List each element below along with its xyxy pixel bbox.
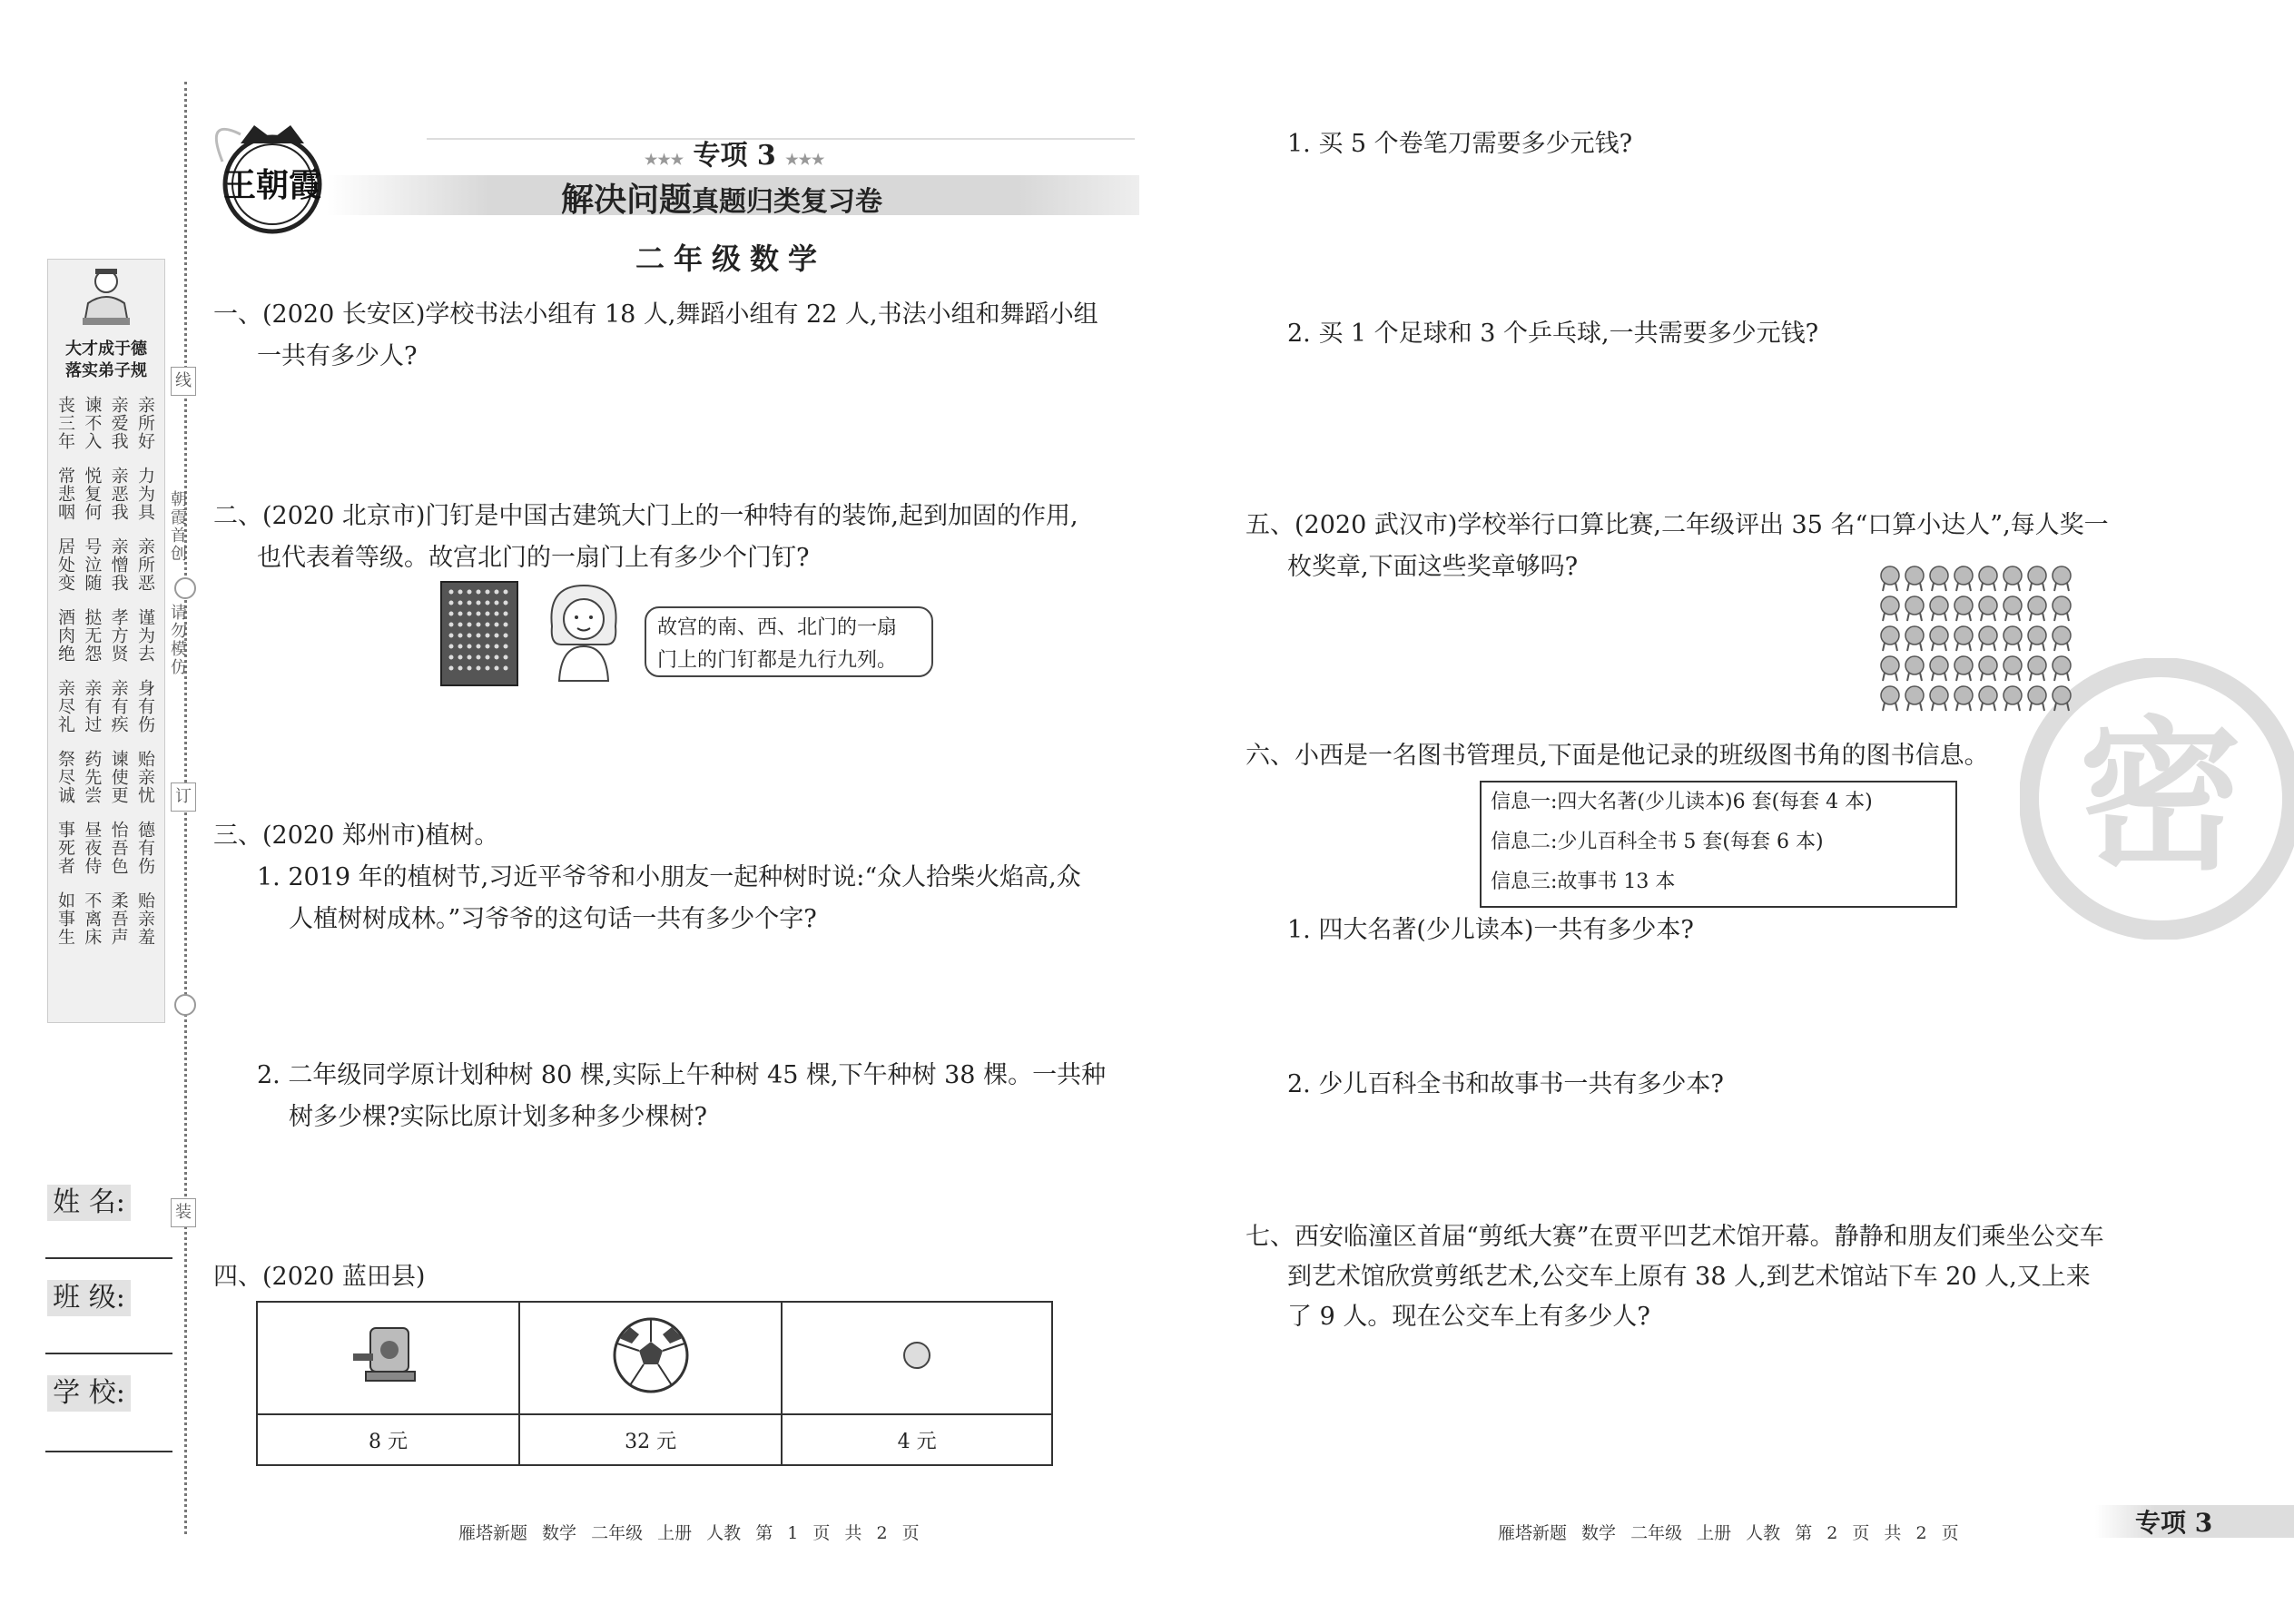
- publisher-logo: [204, 107, 340, 243]
- q3-2-line1: 2. 二年级同学原计划种树 80 棵,实际上午种树 45 棵,下午种树 38 棵。一共种: [257, 1061, 1107, 1089]
- girl-illustration: [543, 581, 625, 683]
- series-label: [645, 133, 824, 172]
- medal-icon: [1979, 656, 1997, 681]
- verse-col: 贻亲忧: [134, 750, 155, 804]
- q3-title: 三、(2020 郑州市)植树。: [213, 822, 499, 850]
- verse-col: 亲尽礼: [55, 679, 75, 733]
- motto-line-2: 落实弟子规: [65, 361, 147, 380]
- verse-group: [55, 608, 155, 663]
- medal-icon: [1930, 686, 1948, 711]
- verse-col: 谏不入: [82, 396, 103, 450]
- info-line-2: 信息二:少儿百科全书 5 套(每套 6 本): [1491, 831, 1824, 853]
- q1-line2: 一共有多少人?: [257, 342, 418, 370]
- class-field[interactable]: [45, 1353, 172, 1354]
- football-icon: [612, 1316, 690, 1394]
- school-field[interactable]: [45, 1451, 172, 1452]
- medal-icon: [1954, 686, 1973, 711]
- medal-icon: [1881, 686, 1899, 711]
- price-football: 32 元: [519, 1414, 782, 1465]
- medal-icon: [1905, 656, 1924, 681]
- medals-grid: [1879, 563, 2079, 717]
- sharpener-cell: [257, 1302, 519, 1414]
- medal-icon: [1881, 566, 1899, 591]
- verse-col: 亲所恶: [134, 537, 155, 592]
- speech-bubble: [645, 606, 933, 677]
- medal-icon: [1905, 566, 1924, 591]
- q6-2: 2. 少儿百科全书和故事书一共有多少本?: [1287, 1070, 1724, 1098]
- verse-col: 挞无怨: [82, 608, 103, 663]
- medal-icon: [2004, 686, 2022, 711]
- q4-title: 四、(2020 蓝田县): [213, 1263, 426, 1291]
- binding-label-zhuang: 装: [171, 1198, 196, 1227]
- footer-tag: 专项 3: [2135, 1508, 2213, 1538]
- verse-col: 谨为去: [134, 608, 155, 663]
- medal-icon: [2004, 656, 2022, 681]
- medal-icon: [2028, 656, 2046, 681]
- binding-ring: [174, 994, 196, 1016]
- svg-text:王朝霞: 王朝霞: [222, 166, 322, 204]
- verse-col: 昼夜侍: [82, 821, 103, 875]
- medal-icon: [2028, 686, 2046, 711]
- title-main: 解决问题: [561, 182, 693, 219]
- verse-group: [55, 537, 155, 592]
- verse-col: 孝方贤: [108, 608, 129, 663]
- medal-icon: [2053, 656, 2071, 681]
- info-line-1: 信息一:四大名著(少儿读本)6 套(每套 4 本): [1491, 791, 1873, 813]
- verse-group: [55, 891, 155, 946]
- verse-col: 德有伤: [134, 821, 155, 875]
- class-label: 班 级:: [47, 1280, 131, 1316]
- verse-col: 柔吾声: [108, 891, 129, 946]
- medal-icon: [1954, 626, 1973, 651]
- medal-icon: [2028, 626, 2046, 651]
- watermark-text: 密: [2078, 703, 2243, 892]
- verse-col: 不离床: [82, 891, 103, 946]
- verse-group: [55, 750, 155, 804]
- q1-line1: 一、(2020 长安区)学校书法小组有 18 人,舞蹈小组有 22 人,书法小组和舞蹈小组: [213, 300, 1098, 329]
- name-field[interactable]: [45, 1257, 172, 1259]
- medal-icon: [1979, 596, 1997, 621]
- verse-col: 贻亲羞: [134, 891, 155, 946]
- medal-icon: [1881, 596, 1899, 621]
- q7-line3: 了 9 人。现在公交车上有多少人?: [1287, 1303, 1650, 1331]
- verse-col: 亲所好: [134, 396, 155, 450]
- verse-col: 事死者: [55, 821, 75, 875]
- bubble-line2: 门上的门钉都是九行九列。: [657, 649, 898, 672]
- verse-col: 谏使更: [108, 750, 129, 804]
- medal-icon: [1930, 626, 1948, 651]
- stars-left: ★★★: [645, 151, 684, 168]
- medal-icon: [2028, 566, 2046, 591]
- medal-icon: [2004, 626, 2022, 651]
- verse-group: [55, 821, 155, 875]
- stars-right: ★★★: [785, 151, 825, 168]
- medal-icon: [1954, 566, 1973, 591]
- medal-icon: [2004, 566, 2022, 591]
- q5-line1: 五、(2020 武汉市)学校举行口算比赛,二年级评出 35 名“口算小达人”,每人奖一: [1245, 511, 2109, 539]
- verse-col: 丧三年: [55, 396, 75, 450]
- q4-1: 1. 买 5 个卷笔刀需要多少元钱?: [1287, 130, 1633, 158]
- copyright-notice-2: 请勿模仿: [168, 604, 187, 676]
- football-cell: [519, 1302, 782, 1414]
- info-line-3: 信息三:故事书 13 本: [1491, 871, 1676, 893]
- verse-col: 亲恶我: [108, 467, 129, 521]
- motto-verses: [55, 396, 155, 962]
- price-table: [256, 1301, 1053, 1466]
- bubble-line1: 故宫的南、西、北门的一扇: [657, 616, 898, 639]
- pencil-sharpener-icon: [348, 1319, 429, 1392]
- medal-icon: [1954, 596, 1973, 621]
- medal-icon: [1979, 626, 1997, 651]
- medal-icon: [2053, 596, 2071, 621]
- scholar-illustration: [79, 267, 133, 330]
- price-image-row: [257, 1302, 1052, 1414]
- q6-title: 六、小西是一名图书管理员,下面是他记录的班级图书角的图书信息。: [1245, 742, 1989, 770]
- motto-line-1: 大才成于德: [65, 340, 147, 359]
- verse-col: 酒肉绝: [55, 608, 75, 663]
- medal-icon: [1881, 626, 1899, 651]
- pingpong-cell: [782, 1302, 1052, 1414]
- name-label: 姓 名:: [47, 1185, 131, 1221]
- subject-heading: 二年级数学: [635, 241, 827, 276]
- medal-icon: [1979, 566, 1997, 591]
- school-label: 学 校:: [47, 1375, 131, 1412]
- book-info-box: [1480, 781, 1957, 908]
- verse-col: 亲有过: [82, 679, 103, 733]
- medal-icon: [1905, 686, 1924, 711]
- verse-col: 号泣随: [82, 537, 103, 592]
- medal-icon: [2028, 596, 2046, 621]
- verse-col: 祭尽诚: [55, 750, 75, 804]
- verse-col: 身有伤: [134, 679, 155, 733]
- q6-1: 1. 四大名著(少儿读本)一共有多少本?: [1287, 916, 1694, 944]
- footer-right: 雁塔新题 数学 二年级 上册 人教 第 2 页 共 2 页: [1498, 1523, 1959, 1543]
- series-text: 专项 3: [693, 140, 776, 172]
- title-sub: 真题归类复习卷: [692, 186, 883, 218]
- verse-col: 怡吾色: [108, 821, 129, 875]
- verse-col: 常悲咽: [55, 467, 75, 521]
- q3-1-line2: 人植树树成林。”习爷爷的这句话一共有多少个字?: [289, 905, 817, 933]
- q7-line1: 七、西安临潼区首届“剪纸大赛”在贾平凹艺术馆开幕。静静和朋友们乘坐公交车: [1245, 1223, 2104, 1251]
- verse-col: 药先尝: [82, 750, 103, 804]
- medal-icon: [1954, 656, 1973, 681]
- q2-line1: 二、(2020 北京市)门钉是中国古建筑大门上的一种特有的装饰,起到加固的作用,: [213, 502, 1078, 530]
- price-label-row: [257, 1414, 1052, 1465]
- medal-icon: [1930, 566, 1948, 591]
- medal-icon: [2053, 626, 2071, 651]
- medal-icon: [1979, 686, 1997, 711]
- palace-door-image: [440, 581, 518, 686]
- price-pingpong: 4 元: [782, 1414, 1052, 1465]
- binding-label-ding: 订: [171, 782, 196, 812]
- q7-line2: 到艺术馆欣赏剪纸艺术,公交车上原有 38 人,到艺术馆站下车 20 人,又上来: [1287, 1263, 2091, 1291]
- pingpong-ball-icon: [899, 1337, 935, 1373]
- q3-2-line2: 树多少棵?实际比原计划多种多少棵树?: [289, 1103, 707, 1131]
- medal-icon: [2004, 596, 2022, 621]
- verse-col: 如事生: [55, 891, 75, 946]
- verse-col: 居处变: [55, 537, 75, 592]
- q5-line2: 枚奖章,下面这些奖章够吗?: [1287, 553, 1579, 581]
- medal-icon: [1905, 596, 1924, 621]
- verse-col: 亲憎我: [108, 537, 129, 592]
- binding-ring: [174, 577, 196, 599]
- copyright-notice-1: 朝霞首创: [168, 490, 187, 563]
- verse-group: [55, 679, 155, 733]
- verse-col: 亲有疾: [108, 679, 129, 733]
- verse-col: 力为具: [134, 467, 155, 521]
- verse-group: [55, 396, 155, 450]
- price-sharpener: 8 元: [257, 1414, 519, 1465]
- medal-icon: [1930, 656, 1948, 681]
- q4-2: 2. 买 1 个足球和 3 个乒乓球,一共需要多少元钱?: [1287, 320, 1819, 348]
- q3-1-line1: 1. 2019 年的植树节,习近平爷爷和小朋友一起种树时说:“众人拾柴火焰高,众: [257, 863, 1081, 891]
- medal-icon: [1930, 596, 1948, 621]
- page-title: [561, 174, 882, 221]
- medal-icon: [1881, 656, 1899, 681]
- verse-col: 亲爱我: [108, 396, 129, 450]
- verse-group: [55, 467, 155, 521]
- q2-line2: 也代表着等级。故宫北门的一扇门上有多少个门钉?: [257, 544, 810, 572]
- medal-icon: [1905, 626, 1924, 651]
- medal-icon: [2053, 566, 2071, 591]
- footer-left: 雁塔新题 数学 二年级 上册 人教 第 1 页 共 2 页: [458, 1523, 920, 1543]
- verse-col: 悦复何: [82, 467, 103, 521]
- binding-label-xian: 线: [171, 367, 196, 396]
- motto-sidebar: [47, 259, 165, 1023]
- medals-svg: [1879, 563, 2079, 717]
- medal-icon: [2053, 686, 2071, 711]
